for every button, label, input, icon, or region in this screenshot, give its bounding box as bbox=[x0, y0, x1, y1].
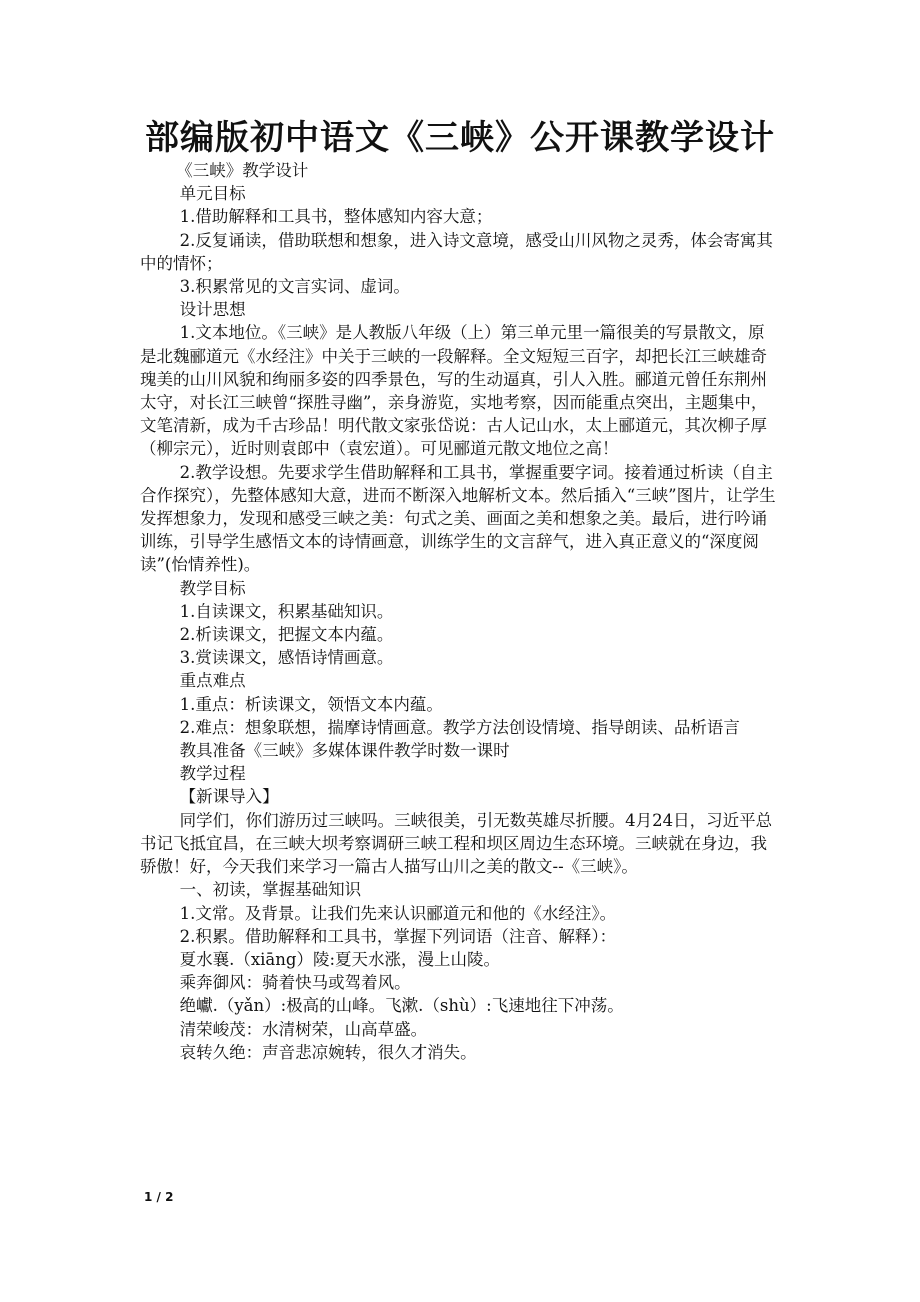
vocab-item: 绝巘.（yǎn）:极高的山峰。飞漱.（shù）:飞速地往下冲荡。 bbox=[179, 996, 624, 1016]
vocab-item: 清荣峻茂：水清树荣，山高草盛。 bbox=[179, 1019, 428, 1039]
vocab-item: 哀转久绝：声音悲凉婉转，很久才消失。 bbox=[179, 1042, 477, 1062]
subsection-heading: 【新课导入】 bbox=[179, 787, 279, 807]
paragraph: 1.文本地位。《三峡》是人教版八年级（上）第三单元里一篇很美的写景散文，原是北魏郦道元《水经注》中关于三峡的一段解释。全文短短三百字，却把长江三峡雄奇瑰美的山川风貌和绚丽多姿的四季景色，写的生动逼真，引人入胜。郦道元曾任东荆州太守，对长江三峡曾“探胜寻幽”，亲身游览，实地考察，因而能重点突出，主题集中，文笔清新，成为千古珍品！明代散文家张岱说：古人记山水，太上郦道元，其次柳子厚（柳宗元），近时则袁郎中（袁宏道）。可见郦道元散文地位之高！ bbox=[140, 323, 768, 459]
paragraph: 2.析读课文，把握文本内蕴。 bbox=[179, 625, 394, 645]
paragraph: 2.教学设想。先要求学生借助解释和工具书，掌握重要字词。接着通过析读（自主合作探究），先整体感知大意，进而不断深入地解析文本。然后插入“三峡”图片，让学生发挥想象力，发现和感受三峡之美：句式之美、画面之美和想象之美。最后，进行吟诵训练，引导学生感悟文本的诗情画意，训练学生的文言辞气，进入真正意义的“深度阅读”(怡情养性)。 bbox=[140, 462, 776, 575]
paragraph: 1.重点：析读课文，领悟文本内蕴。 bbox=[179, 694, 443, 714]
section-heading: 设计思想 bbox=[179, 300, 246, 320]
vocab-item: 乘奔御风：骑着快马或驾着风。 bbox=[179, 973, 411, 993]
paragraph: 2.反复诵读，借助联想和想象，进入诗文意境，感受山川风物之灵秀，体会寄寓其中的情怀； bbox=[140, 230, 773, 273]
section-heading: 重点难点 bbox=[179, 671, 246, 691]
paragraph: 3.赏读课文，感悟诗情画意。 bbox=[179, 648, 394, 668]
section-heading: 教学过程 bbox=[179, 764, 246, 784]
vocab-item: 夏水襄.（xiāng）陵:夏天水涨，漫上山陵。 bbox=[179, 949, 501, 969]
section-heading: 单元目标 bbox=[179, 184, 246, 204]
section-heading: 教学目标 bbox=[179, 578, 246, 598]
paragraph: 教具准备《三峡》多媒体课件教学时数一课时 bbox=[179, 741, 510, 761]
page-number: 1 / 2 bbox=[144, 1190, 174, 1204]
paragraph: 2.难点：想象联想，揣摩诗情画意。教学方法创设情境、指导朗读、品析语言 bbox=[179, 717, 740, 737]
page-title: 部编版初中语文《三峡》公开课教学设计 bbox=[145, 118, 775, 158]
section-heading: 一、初读，掌握基础知识 bbox=[179, 880, 362, 900]
paragraph: 1.文常。及背景。让我们先来认识郦道元和他的《水经注》。 bbox=[179, 903, 617, 923]
paragraph: 1.自读课文，积累基础知识。 bbox=[179, 601, 394, 621]
paragraph: 3.积累常见的文言实词、虚词。 bbox=[179, 277, 410, 297]
paragraph: 2.积累。借助解释和工具书，掌握下列词语（注音、解释）： bbox=[179, 926, 617, 946]
document-body bbox=[140, 159, 776, 1064]
paragraph: 《三峡》教学设计 bbox=[176, 161, 309, 180]
paragraph: 1.借助解释和工具书，整体感知内容大意； bbox=[179, 207, 493, 227]
paragraph: 同学们，你们游历过三峡吗。三峡很美，引无数英雄尽折腰。4月24日，习近平总书记飞抵宜昌，在三峡大坝考察调研三峡工程和坝区周边生态环境。三峡就在身边，我骄傲！好，今天我们来学习一篇古人描写山川之美的散文--《三峡》。 bbox=[140, 810, 773, 877]
